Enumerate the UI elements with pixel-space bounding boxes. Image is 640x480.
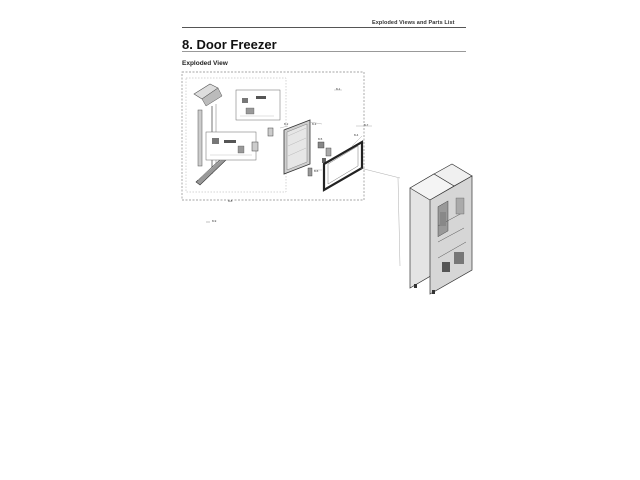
door-side-bar [198, 110, 202, 166]
callout-8-6: 8-6 [314, 169, 319, 173]
hinge-bracket-lower [252, 142, 258, 151]
page-title: 8. Door Freezer [182, 37, 277, 52]
detail-box-upper [236, 90, 280, 120]
exploded-view-heading: Exploded View [182, 60, 228, 67]
door-outer-panel [284, 120, 310, 174]
callout-8-1: 8-1 [336, 87, 341, 91]
callout-8-5: 8-5 [318, 137, 323, 141]
hinge-bracket-upper [268, 128, 273, 136]
callout-8-7: 8-7 [364, 123, 369, 127]
door-stopper [308, 168, 312, 176]
callout-8-2: 8-2 [284, 122, 289, 126]
detail-box-lower [206, 132, 256, 160]
header-rule [182, 27, 466, 28]
callout-leaders [280, 90, 400, 266]
callout-8-9: 8-9 [212, 219, 217, 223]
callout-8-3: 8-3 [312, 122, 317, 126]
callout-8-8: 8-8 [228, 199, 233, 203]
exploded-view-diagram [176, 66, 476, 296]
callout-8-4: 8-4 [354, 133, 359, 137]
section-header: Exploded Views and Parts List [372, 20, 455, 26]
refrigerator-cabinet [410, 164, 472, 294]
title-rule [182, 51, 466, 52]
